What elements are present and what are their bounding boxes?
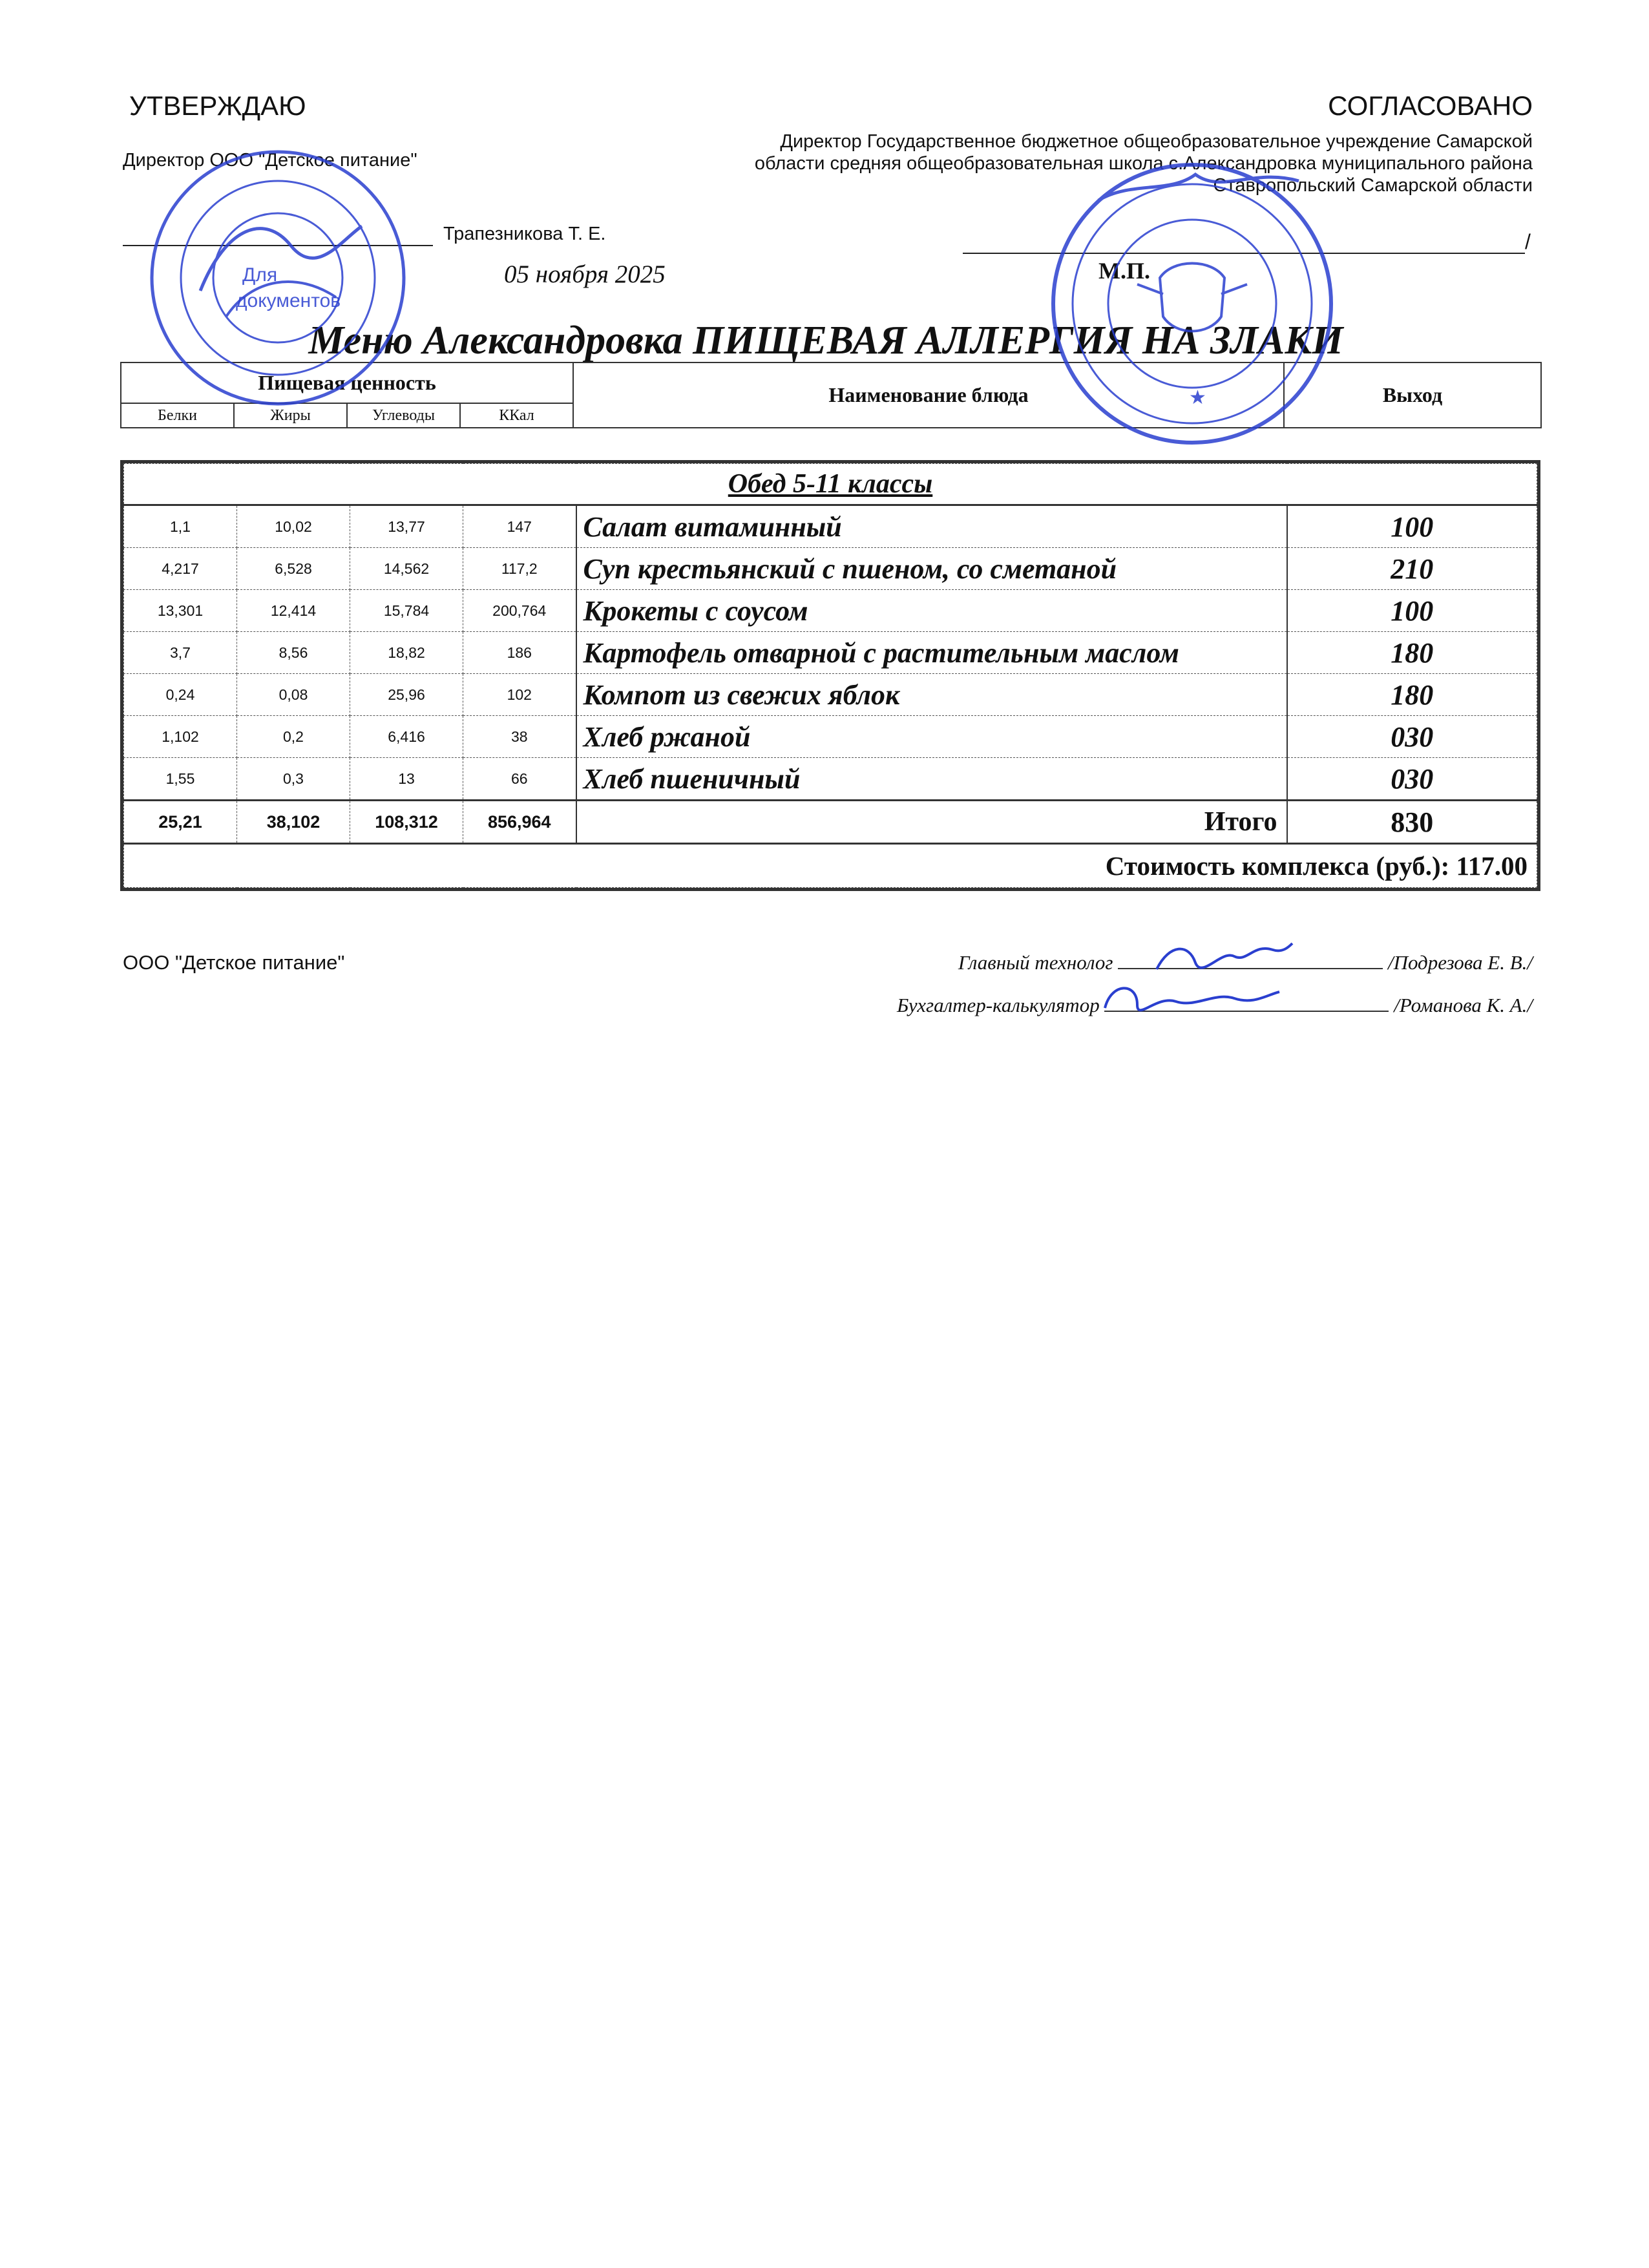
- output-cell: 180: [1287, 674, 1537, 716]
- page-title: Меню Александровка ПИЩЕВАЯ АЛЛЕРГИЯ НА ЗЛАКИ: [308, 319, 1343, 362]
- protein-cell: 1,55: [124, 758, 237, 801]
- carbs-cell: 15,784: [350, 590, 463, 632]
- fat-cell: 0,2: [237, 716, 350, 758]
- tech-name: /Подрезова Е. В./: [1387, 951, 1533, 974]
- fat-cell: 0,08: [237, 674, 350, 716]
- stamp-text-1: Для: [242, 264, 278, 286]
- total-fat: 38,102: [237, 801, 350, 844]
- carbs-column-header: Углеводы: [347, 403, 460, 428]
- fat-cell: 8,56: [237, 632, 350, 674]
- kcal-cell: 147: [463, 505, 576, 548]
- approve-heading: УТВЕРЖДАЮ: [129, 90, 306, 121]
- table-row: [124, 505, 1537, 548]
- complex-cost: Стоимость комплекса (руб.): 117.00: [124, 844, 1537, 888]
- table-row: [124, 590, 1537, 632]
- fat-cell: 0,3: [237, 758, 350, 801]
- output-cell: 100: [1287, 505, 1537, 548]
- table-row: [124, 548, 1537, 590]
- dish-column-header: Наименование блюда: [573, 362, 1284, 428]
- dish-cell: Компот из свежих яблок: [576, 674, 1287, 716]
- tech-label: Главный технолог: [958, 951, 1113, 974]
- school-round-stamp: [1027, 155, 1363, 452]
- carbs-cell: 13: [350, 758, 463, 801]
- carbs-cell: 6,416: [350, 716, 463, 758]
- total-kcal: 856,964: [463, 801, 576, 844]
- carbs-cell: 13,77: [350, 505, 463, 548]
- output-cell: 180: [1287, 632, 1537, 674]
- fat-cell: 6,528: [237, 548, 350, 590]
- protein-cell: 3,7: [124, 632, 237, 674]
- agree-role: Директор Государственное бюджетное общеобразовательное учреждение Самарской области средняя общеобразовательная школа с.Александровка муниципального района Ставропольский Самарской области: [754, 131, 1533, 196]
- seal-place-label: М.П.: [1098, 258, 1150, 284]
- carbs-cell: 18,82: [350, 632, 463, 674]
- table-row: [124, 674, 1537, 716]
- agree-slash: /: [1525, 230, 1531, 253]
- kcal-column-header: ККал: [460, 403, 573, 428]
- fat-column-header: Жиры: [234, 403, 347, 428]
- table-row: [124, 716, 1537, 758]
- protein-cell: 4,217: [124, 548, 237, 590]
- acc-name: /Романова К. А./: [1394, 994, 1533, 1016]
- output-cell: 210: [1287, 548, 1537, 590]
- kcal-cell: 200,764: [463, 590, 576, 632]
- protein-cell: 13,301: [124, 590, 237, 632]
- approve-name: Трапезникова Т. Е.: [443, 224, 606, 244]
- kcal-cell: 38: [463, 716, 576, 758]
- total-protein: 25,21: [124, 801, 237, 844]
- dish-cell: Крокеты с соусом: [576, 590, 1287, 632]
- document-date: 05 ноября 2025: [504, 260, 666, 288]
- kcal-cell: 66: [463, 758, 576, 801]
- menu-section-title: Обед 5-11 классы: [124, 464, 1537, 505]
- acc-signature-scribble: [1092, 969, 1286, 1034]
- kcal-cell: 102: [463, 674, 576, 716]
- dish-cell: Салат витаминный: [576, 505, 1287, 548]
- carbs-cell: 25,96: [350, 674, 463, 716]
- acc-label: Бухгалтер-калькулятор: [897, 994, 1100, 1016]
- dish-cell: Хлеб пшеничный: [576, 758, 1287, 801]
- protein-cell: 0,24: [124, 674, 237, 716]
- protein-cell: 1,102: [124, 716, 237, 758]
- carbs-cell: 14,562: [350, 548, 463, 590]
- nutrition-group-header: Пищевая ценность: [121, 362, 573, 403]
- approve-role: Директор ООО "Детское питание": [123, 150, 417, 171]
- fat-cell: 10,02: [237, 505, 350, 548]
- dish-cell: Картофель отварной с растительным маслом: [576, 632, 1287, 674]
- output-cell: 030: [1287, 716, 1537, 758]
- dish-cell: Суп крестьянский с пшеном, со сметаной: [576, 548, 1287, 590]
- dish-cell: Хлеб ржаной: [576, 716, 1287, 758]
- table-row: [124, 632, 1537, 674]
- output-cell: 100: [1287, 590, 1537, 632]
- output-column-header: Выход: [1284, 362, 1541, 428]
- company-round-stamp: [129, 149, 439, 426]
- total-row: [124, 801, 1537, 844]
- kcal-cell: 117,2: [463, 548, 576, 590]
- output-cell: 030: [1287, 758, 1537, 801]
- agree-heading: СОГЛАСОВАНО: [1328, 90, 1533, 121]
- total-label: Итого: [576, 801, 1287, 844]
- total-carbs: 108,312: [350, 801, 463, 844]
- stamp-text-2: документов: [236, 290, 341, 311]
- table-row: [124, 758, 1537, 801]
- protein-column-header: Белки: [121, 403, 234, 428]
- menu-table-box: [120, 460, 1540, 891]
- total-output: 830: [1287, 801, 1537, 844]
- stamp-star-icon: ★: [1189, 386, 1206, 409]
- fat-cell: 12,414: [237, 590, 350, 632]
- kcal-cell: 186: [463, 632, 576, 674]
- footer-company: ООО "Детское питание": [123, 951, 345, 974]
- protein-cell: 1,1: [124, 505, 237, 548]
- menu-table: [123, 463, 1537, 888]
